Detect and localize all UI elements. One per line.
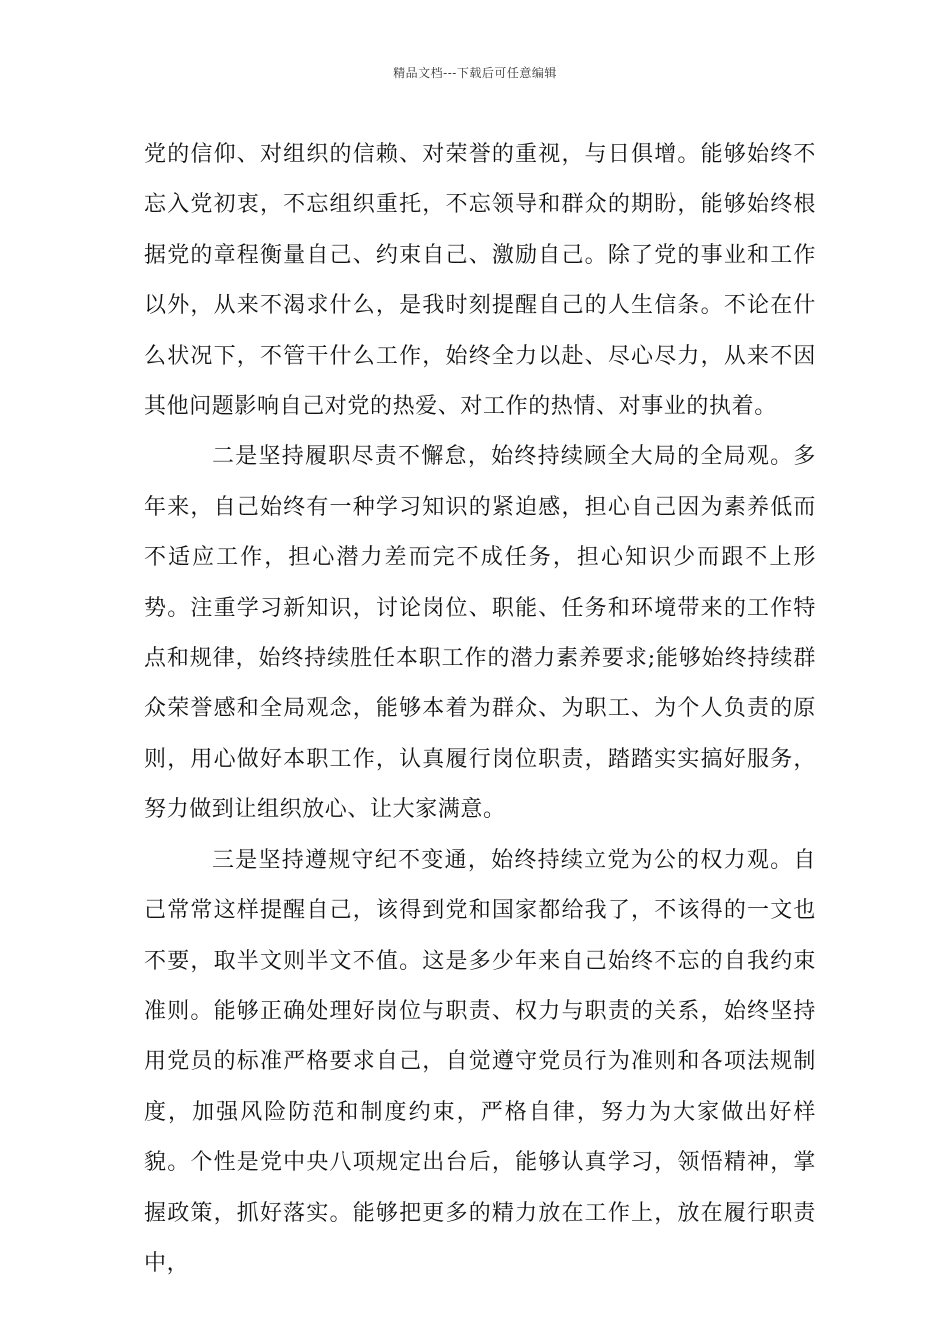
paragraph-1: 党的信仰、对组织的信赖、对荣誉的重视，与日俱增。能够始终不忘入党初衷，不忘组织重托，不忘领导和群众的期盼，能够始终根据党的章程衡量自己、约束自己、激励自己。除了党的事业和工作以外，从来不渴求什么，是我时刻提醒自己的人生信条。不论在什么状况下，不管干什么工作，始终全力以赴、尽心尽力，从来不因其他问题影响自己对党的热爱、对工作的热情、对事业的执着。 — [144, 142, 816, 420]
document-body — [144, 130, 816, 1289]
paragraph-3: 三是坚持遵规守纪不变通，始终持续立党为公的权力观。自己常常这样提醒自己，该得到党和国家都给我了，不该得的一文也不要，取半文则半文不值。这是多少年来自己始终不忘的自我约束准则。能够正确处理好岗位与职责、权力与职责的关系，始终坚持用党员的标准严格要求自己，自觉遵守党员行为准则和各项法规制度，加强风险防范和制度约束，严格自律，努力为大家做出好样貌。个性是党中央八项规定出台后，能够认真学习，领悟精神，掌握政策，抓好落实。能够把更多的精力放在工作上，放在履行职责中， — [144, 847, 816, 1276]
paragraph-2: 二是坚持履职尽责不懈怠，始终持续顾全大局的全局观。多年来，自己始终有一种学习知识的紧迫感，担心自己因为素养低而不适应工作，担心潜力差而完不成任务，担心知识少而跟不上形势。注重学习新知识，讨论岗位、职能、任务和环境带来的工作特点和规律，始终持续胜任本职工作的潜力素养要求;能够始终持续群众荣誉感和全局观念，能够本着为群众、为职工、为个人负责的原则，用心做好本职工作，认真履行岗位职责，踏踏实实搞好服务，努力做到让组织放心、让大家满意。 — [144, 444, 816, 823]
page-header: 精品文档---下载后可任意编辑 — [393, 66, 557, 80]
